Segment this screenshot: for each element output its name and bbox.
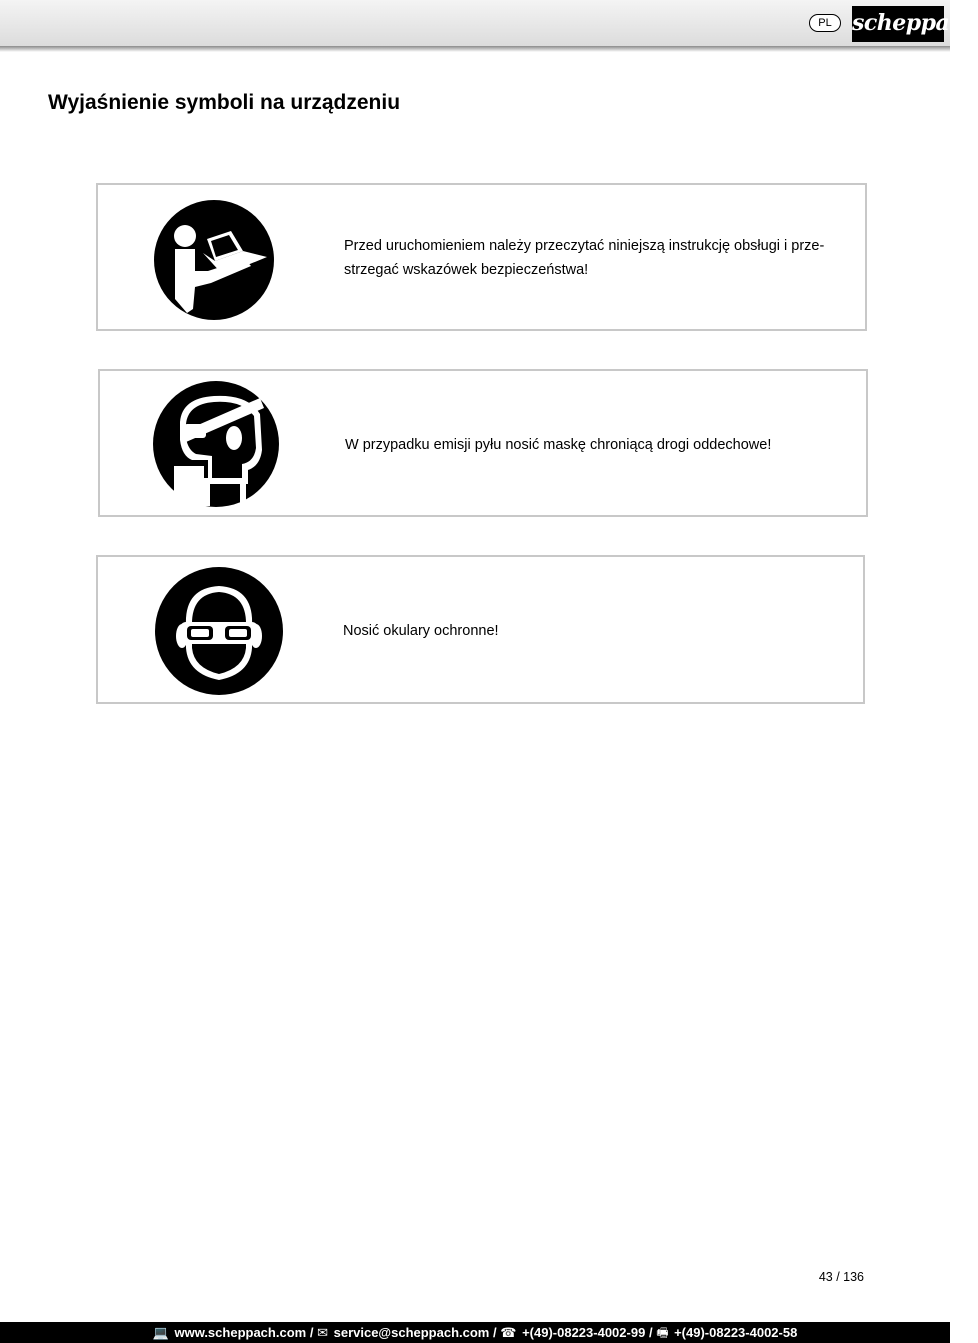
page-title: Wyjaśnienie symboli na urządzeniu [48,91,401,114]
footer-separator: / [309,1325,314,1340]
safety-goggles-icon [154,566,284,696]
symbol-box-goggles [96,555,865,704]
symbol-text-read-manual: Przed uruchomieniem należy przeczytać niniejszą instrukcję obsługi i prze- strzegać wskazówek bezpieczeństwa! [344,238,825,278]
language-badge: PL [809,14,841,32]
symbol-text-respirator: W przypadku emisji pyłu nosić maskę chroniącą drogi oddechowe! [345,437,772,453]
fax-icon: 🖷 [656,1325,669,1340]
read-manual-icon [153,199,275,321]
header-shadow [0,46,950,52]
phone-icon: ☎ [500,1325,517,1340]
footer-separator: / [648,1325,653,1340]
header-bar [0,0,950,46]
symbol-box-read-manual [96,183,867,331]
page-number: 43 / 136 [818,1270,864,1284]
footer-bar [0,1322,950,1343]
footer-phone: +(49)-08223-4002-99 [522,1325,646,1340]
symbol-text-goggles: Nosić okulary ochronne! [343,623,499,639]
respirator-mask-icon [152,380,280,508]
brand-logo: scheppach [852,6,944,42]
footer-email[interactable]: service@scheppach.com [333,1325,490,1340]
computer-icon: 💻 [152,1325,169,1340]
symbol-box-respirator [98,369,868,517]
footer-website[interactable]: www.scheppach.com [174,1325,307,1340]
mail-icon: ✉ [317,1325,328,1340]
footer-separator: / [493,1325,497,1340]
footer-fax: +(49)-08223-4002-58 [674,1325,798,1340]
